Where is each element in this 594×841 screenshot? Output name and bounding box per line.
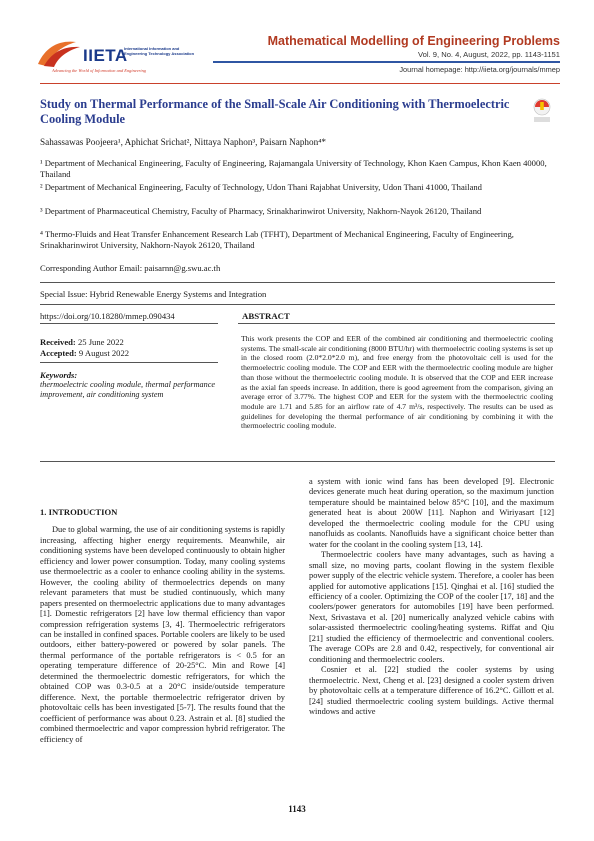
accepted-date: Accepted: 9 August 2022	[40, 348, 130, 358]
divider-abstract	[238, 323, 555, 324]
body-column-left	[40, 507, 285, 745]
iieta-logo	[36, 34, 195, 80]
divider-dates	[40, 362, 218, 363]
swoosh-logo-icon	[36, 38, 84, 68]
affiliation-1: ¹ Department of Mechanical Engineering, Faculty of Engineering, Rajamangala University of Technology, Khon Kaen Campus, Khon Kaen 40000, Thailand	[40, 158, 547, 179]
intro-paragraph-4: Cosnier et al. [22] studied the cooler systems by using thermoelectric. Next, Cheng et al. [23] designed a cooler system driven by photovoltaic cells at a temperature difference of 16.2°C. Gillott et al. [24] studied thermoelectric cooling system buildings. Active thermal windows and active	[309, 665, 554, 716]
logo-tagline: Advancing the World of Information and Engineering	[52, 68, 146, 73]
affiliation-4: ⁴ Thermo-Fluids and Heat Transfer Enhancement Research Lab (TFHT), Department of Mechanical Engineering, Faculty of Engineering, Srinakharinwirot University, Nakhorn-Nayok 26120, Thailand	[40, 229, 514, 250]
intro-paragraph-2: a system with ionic wind fans has been developed [9]. Electronic devices generate much heat during operation, so the maximum junction temperature should be maintained below 85°C [10], and the maximum generated heat is about 200W [11]. Naphon and Wiriyasart [12] developed the thermoelectric cooling module for the CPU using nanofluids as coolants. Nanofluids have a significant choice better than water for the coolant in the cooling system [13, 14].	[309, 477, 554, 549]
header-rule-red	[40, 83, 560, 84]
intro-paragraph-3: Thermoelectric coolers have many advantages, such as having a small size, no moving parts, coolant flowing in the system flexible power supply of the electric vehicle system. Therefore, a cooler has been applied for automotive applications [15]. Qinghai et al. [16] studied the efficiency of a cooler. Optimizing the COP of the cooler [17, 18] and the coolers/power generators for automobiles [19] have been performed. Next, Srivastava et al. [20] numerically analyzed vehicle cabins with solar-assisted thermoelectric cooling/heating systems. Riffat and Qiu [21] studied the efficiency of thermoelectric and conventional coolers. The average COPs are 2.8 and 0.42, respectively, for conventional air conditioning and thermoelectric coolers.	[309, 550, 554, 664]
abstract-text: This work presents the COP and EER of the combined air conditioning and thermoelectric cooling systems. The small-scale air conditioning (8000 BTU/hr) with thermoelectric cooling systems is set up in the closed room (2.0*2.0*2.0 m), and free energy from the photovoltaic cell is used for the thermoelectric cooling module. The COP and EER with the thermoelectric cooling module are higher than those without the thermoelectric cooling module. It is observed that the COP and EER increase as the axial fan speeds increase. In addition, there is good agreement from the comparison, giving an average error of 3.77%. The highest COP and EER for the system with the thermoelectric cooling module are 1.71 and 5.85 for an airflow rate of 4.7 m³/s, respectively. The results can be used as guidelines for developing the thermal performance of air conditioning by combining it with the thermoelectric cooling module.	[241, 334, 553, 431]
keywords-heading: Keywords:	[40, 370, 78, 380]
affiliation-3: ³ Department of Pharmaceutical Chemistry, Faculty of Pharmacy, Srinakharinwirot University, Nakhorn-Nayok 26120, Thailand	[40, 206, 482, 216]
keywords-text: thermoelectric cooling module, thermal performance improvement, air conditioning system	[40, 380, 215, 399]
logo-org-name: International Information and Engineering Technology Association	[124, 46, 195, 56]
received-date: Received: 25 June 2022	[40, 337, 124, 347]
corresponding-author-email: Corresponding Author Email: paisarnn@g.swu.ac.th	[40, 263, 221, 273]
page-number: 1143	[288, 804, 306, 814]
divider-bottom	[40, 461, 555, 462]
divider-special	[40, 304, 555, 305]
crossmark-badge[interactable]	[532, 98, 552, 124]
section-heading-introduction: 1. INTRODUCTION	[40, 507, 118, 517]
body-column-right	[309, 477, 554, 717]
doi-link[interactable]: https://doi.org/10.18280/mmep.090434	[40, 311, 175, 321]
divider-top	[40, 282, 555, 283]
crossmark-icon	[532, 98, 552, 124]
logo-wordmark: IIETA	[83, 46, 128, 65]
journal-homepage-link[interactable]: Journal homepage: http://iieta.org/journals/mmep	[399, 65, 560, 74]
journal-title: Mathematical Modelling of Engineering Problems	[267, 34, 560, 48]
affiliation-2: ² Department of Mechanical Engineering, Faculty of Technology, Udon Thani Rajabhat University, Udon Thani 41000, Thailand	[40, 182, 482, 192]
abstract-heading: ABSTRACT	[242, 311, 290, 321]
special-issue-label: Special Issue: Hybrid Renewable Energy Systems and Integration	[40, 289, 267, 299]
paper-title: Study on Thermal Performance of the Small-Scale Air Conditioning with Thermoelectric Cooling Module	[40, 97, 510, 126]
journal-volume-info: Vol. 9, No. 4, August, 2022, pp. 1143-1151	[418, 50, 560, 59]
author-list: Sahassawas Poojeera¹, Aphichat Srichat², Nittaya Naphon³, Paisarn Naphon⁴*	[40, 137, 327, 147]
header-rule-blue	[213, 61, 560, 63]
intro-paragraph-1: Due to global warming, the use of air conditioning systems is rapidly increasing, affecting higher energy requirements. Meanwhile, air conditioning systems have been developed continuously to obtain higher efficiency and lower power consumption. Today, many cooling systems use thermoelectric as a cooler to enhance cooling ability in the systems. However, the cooling ability of thermoelectrics depends on many relevant parameters that must be studied continuously, which many papers presented on thermoelectric applications due to many advantages [1]. Domestic refrigerators [2] have low thermal efficiency than vapor compression refrigeration systems [3, 4]. Thermoelectric refrigerators can be installed in confined spaces. Portable coolers are likely to be used outdoors, either battery-powered or powered by solar panels. The thermal performance of the portable refrigerators is < 0.5 for an operating temperature difference of 20-25°C. Min and Rowe [4] determined the thermoelectric domestic refrigerators, for which the obtained COP was 0.3-0.5 at a 20°C inside/outside temperature difference. Next, the portable thermoelectric refrigerator driven by photovoltaic cells has been investigated [5-7]. The results found that the coefficient of performance was about 0.23. Astrain et al. [8] studied the combined thermoelectric and vapor compression hybrid refrigerator. The efficiency of	[40, 525, 285, 744]
divider-info	[40, 323, 218, 324]
